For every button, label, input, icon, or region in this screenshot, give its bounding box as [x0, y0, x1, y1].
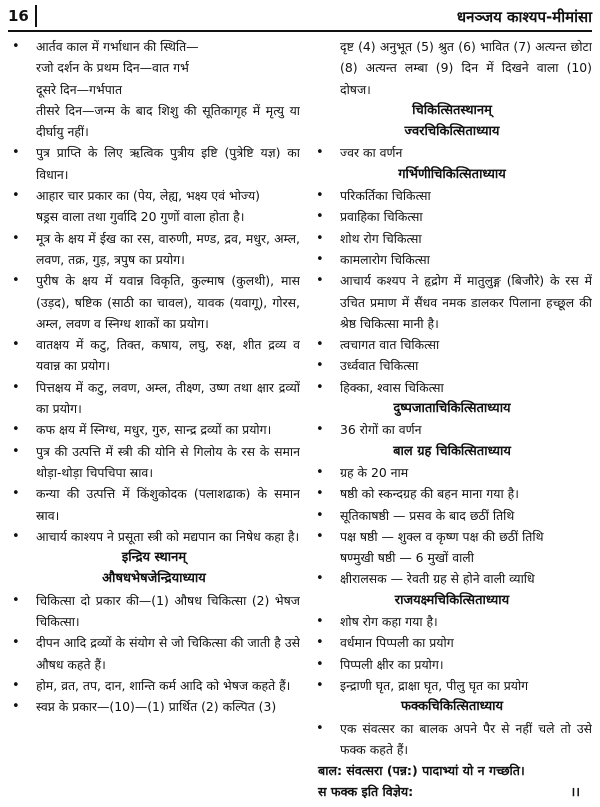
list-item-subline: षण्मुखी षष्ठी — 6 मुखों वाली: [340, 550, 474, 566]
list-item: [312, 675, 592, 696]
bullet-icon: •: [316, 422, 324, 438]
list-item: [312, 718, 592, 761]
header-divider: [35, 5, 37, 27]
bullet-icon: •: [12, 635, 20, 651]
list-item-text: वर्धमान पिप्पली का प्रयोग: [340, 635, 454, 651]
list-item-subline: रजो दर्शन के प्रथम दिन—वात गर्भ: [36, 60, 189, 76]
section-heading-rajyakshma: राजयक्ष्मचिकित्सिताध्याय: [394, 592, 510, 608]
bullet-icon: •: [316, 614, 324, 630]
rajyakshma-list: [312, 611, 592, 696]
garbhini-list: [312, 185, 592, 398]
list-item-text: परिकर्तिका चिकित्सा: [340, 188, 431, 204]
list-item: [312, 377, 592, 398]
bullet-icon: •: [316, 528, 324, 544]
list-item-text: दीपन आदि द्रव्यों के संयोग से जो चिकित्सा की जाती है उसे औषध कहते हैं।: [36, 635, 300, 672]
section-heading-aushadh: औषधभेषजेन्द्रियाध्याय: [102, 571, 206, 587]
list-item: [8, 36, 300, 57]
bullet-icon: •: [316, 337, 324, 353]
section-heading-garbhini: गर्भिणीचिकित्सिताध्याय: [398, 166, 506, 182]
list-item-text: ग्रह के 20 नाम: [340, 464, 409, 480]
list-item: [312, 505, 592, 526]
list-item: [8, 675, 300, 696]
bullet-icon: •: [316, 209, 324, 225]
bullet-icon: •: [316, 251, 324, 267]
shloka-line-2: [312, 781, 592, 801]
bullet-icon: •: [316, 656, 324, 672]
shloka-end-mark: ।।: [570, 784, 580, 800]
page-header: [8, 2, 592, 32]
list-item: [312, 249, 592, 270]
bullet-icon: •: [12, 486, 20, 502]
list-item: [312, 228, 592, 249]
list-item: [8, 142, 300, 185]
list-item-text: पित्तक्षय में कटु, लवण, अम्ल, तीक्ष्ण, उष्ण तथा क्षार द्रव्यों का प्रयोग।: [36, 379, 300, 417]
list-item: [312, 355, 592, 376]
shloka-line-2-text: स फक्क इति विज्ञेय:: [318, 784, 414, 800]
list-item: [8, 334, 300, 377]
bullet-icon: •: [316, 720, 324, 736]
list-item-text: पुत्र की उत्पत्ति में स्त्री की योनि से गिलोय के रस के समान थोड़ा-थोड़ा चिपचिपा स्राव।: [36, 443, 300, 480]
list-item: [8, 441, 300, 484]
section-heading-chikitsa: चिकित्सितस्थानम्: [412, 102, 492, 118]
list-item: [312, 632, 592, 653]
bullet-icon: •: [12, 677, 20, 693]
bullet-icon: •: [12, 528, 20, 544]
page-number: 16: [8, 7, 29, 25]
list-item-text: हिक्का, श्वास चिकित्सा: [340, 379, 444, 395]
list-item: [8, 526, 300, 547]
bullet-icon: •: [12, 592, 20, 608]
shloka-line-1: बाल: संवत्सरा (पन्न:) पादाभ्यां यो न गच्छति।: [318, 763, 525, 779]
list-item: [312, 334, 592, 355]
bullet-icon: •: [316, 273, 324, 289]
list-item-text: पुत्र प्राप्ति के लिए ऋत्विक पुत्रीय इष्टि (पुत्रेष्टि यज्ञ) का विधान।: [36, 145, 300, 182]
bullet-icon: •: [316, 145, 324, 161]
bullet-icon: •: [316, 507, 324, 523]
list-item: [8, 419, 300, 440]
left-item-list: [8, 36, 300, 547]
list-item: [312, 419, 592, 440]
list-item-text: कफ क्षय में स्निग्ध, मधुर, गुरु, सान्द्र द्रव्यों का प्रयोग।: [36, 422, 272, 438]
bullet-icon: •: [316, 486, 324, 502]
bullet-icon: •: [316, 188, 324, 204]
bullet-icon: •: [12, 145, 20, 161]
list-item: [312, 568, 592, 589]
list-item: [312, 526, 592, 547]
list-item-text: आचार्य कश्यप ने हृद्रोग में मातुलुङ्ग (बिजौरे) के रस में उचित प्रमाण में सैंधव नमक डालकर पिलाना हच्छूल की श्रेष्ठ चिकित्सा मानी है।: [340, 273, 592, 331]
list-item-text: कन्या की उत्पत्ति में किंशुकोदक (पलाशढाक) के समान स्राव।: [36, 486, 300, 523]
list-item-text: उर्ध्ववात चिकित्सा: [340, 358, 419, 374]
bullet-icon: •: [12, 188, 20, 204]
section-heading-balgraha: बाल ग्रह चिकित्सिताध्याय: [393, 443, 511, 459]
list-item-text: क्षीरालसक — रेवती ग्रह से होने वाली व्याधि: [340, 571, 535, 587]
section-heading-indriya: इन्द्रिय स्थानम्: [121, 550, 187, 566]
list-item: [312, 654, 592, 675]
list-item-text: एक संवत्सर का बालक अपने पैर से नहीं चले तो उसे फक्क कहते हैं।: [340, 720, 592, 757]
list-item-text: वातक्षय में कटु, तिक्त, कषाय, लघु, रुक्ष, शीत द्रव्य व यवान्न का प्रयोग।: [36, 337, 300, 374]
list-item-subline: तीसरे दिन—जन्म के बाद शिशु की सूतिकागृह में मृत्यु या दीर्घायु नहीं।: [36, 102, 300, 140]
list-item-text: षष्ठी को स्कन्दग्रह की बहन माना गया है।: [340, 486, 519, 502]
list-item: [8, 632, 300, 675]
list-item-text: शोष रोग कहा गया है।: [340, 614, 438, 630]
list-item: [8, 590, 300, 633]
bullet-icon: •: [316, 635, 324, 651]
list-item-text: 36 रोगों का वर्णन: [340, 422, 422, 438]
list-item: [312, 270, 592, 334]
list-item-text: स्वप्न के प्रकार—(10)—(1) प्रार्थित (2) कल्पित (3): [36, 699, 277, 715]
balgraha-list: [312, 462, 592, 590]
list-item-text: चिकित्सा दो प्रकार की—(1) औषध चिकित्सा (2) भेषज चिकित्सा।: [36, 592, 300, 630]
bullet-icon: •: [12, 273, 20, 289]
list-item: [312, 185, 592, 206]
bullet-icon: •: [12, 39, 20, 54]
list-item: [312, 611, 592, 632]
list-item-text: पुरीष के क्षय में यवान्न विकृति, कुल्माष (कुलथी), मास (उड़द), षष्टिक (साठी का चावल), यावक (यवागू), गोरस, अम्ल, लवण व स्निग्ध शाकों का प्रयोग।: [36, 273, 300, 331]
section-heading-dushpajata: दुष्पजाताचिकित्सिताध्याय: [393, 401, 511, 417]
bullet-icon: •: [12, 230, 20, 246]
right-column: [312, 36, 592, 801]
list-item: [8, 696, 300, 717]
list-item: [8, 377, 300, 420]
list-item-text: आर्तव काल में गर्भाधान की स्थिति—: [36, 39, 199, 54]
list-item-text: पिप्पली क्षीर का प्रयोग।: [340, 656, 444, 672]
list-item-text: आचार्य काश्यप ने प्रसूता स्त्री को मद्यपान का निषेध कहा है।: [36, 528, 300, 544]
section-heading-phakka: फक्कचिकित्सिताध्याय: [400, 699, 504, 715]
list-item-text: शोथ रोग चिकित्सा: [340, 230, 422, 246]
list-item-text: आहार चार प्रकार का (पेय, लेह्य, भक्ष्य एवं भोज्य): [36, 188, 261, 204]
bullet-icon: •: [316, 677, 324, 693]
list-item-subline: दूसरे दिन—गर्भपात: [36, 81, 123, 97]
left-column: [8, 36, 300, 801]
list-item-text: इन्द्राणी घृत, द्राक्षा घृत, पीलु घृत का प्रयोग: [340, 677, 529, 693]
bullet-icon: •: [12, 422, 20, 438]
bullet-icon: •: [12, 443, 20, 459]
list-item-text: ज्वर का वर्णन: [340, 145, 403, 161]
bullet-icon: •: [316, 571, 324, 587]
section-heading-jwar: ज्वरचिकित्सिताध्याय: [404, 124, 500, 140]
list-item: [312, 142, 592, 163]
bullet-icon: •: [12, 337, 20, 353]
list-item: [312, 206, 592, 227]
list-item-text: त्वचागत वात चिकित्सा: [340, 337, 440, 353]
list-item-text: होम, व्रत, तप, दान, शान्ति कर्म आदि को भेषज कहते हैं।: [36, 677, 291, 693]
list-item: [312, 483, 592, 504]
list-item-text: प्रवाहिका चिकित्सा: [340, 209, 423, 225]
bullet-icon: •: [316, 379, 324, 395]
list-item: [8, 270, 300, 334]
running-title: धनञ्जय काश्यप-मीमांसा: [456, 8, 592, 26]
list-item-text: मूत्र के क्षय में ईख का रस, वारुणी, मण्ड, द्रव, मधुर, अम्ल, लवण, तक्र, गुड़, त्रपुष का प्रयोग।: [36, 230, 300, 267]
list-item-text: कामलारोग चिकित्सा: [340, 251, 430, 267]
phakka-list: [312, 718, 592, 761]
list-item: [8, 185, 300, 206]
bullet-icon: •: [316, 358, 324, 374]
list-item: [8, 483, 300, 526]
list-item: [312, 462, 592, 483]
dushpajata-list: [312, 419, 592, 440]
bullet-icon: •: [12, 379, 20, 395]
bullet-icon: •: [12, 699, 20, 715]
list-item-text: सूतिकाषष्ठी — प्रसव के बाद छठीं तिथि: [340, 507, 515, 523]
bullet-icon: •: [316, 464, 324, 480]
jwar-list: [312, 142, 592, 163]
list-item: [8, 228, 300, 271]
left-item-list-2: [8, 590, 300, 718]
page-number-box: [8, 5, 37, 27]
list-item-subline: षड्रस वाला तथा गुर्वादि 20 गुणों वाला होता है।: [36, 209, 245, 225]
list-item-text: पक्ष षष्ठी — शुक्ल व कृष्ण पक्ष की छठीं तिथि: [340, 528, 544, 544]
bullet-icon: •: [316, 230, 324, 246]
continued-text: दृष्ट (4) अनुभूत (5) श्रुत (6) भावित (7) अत्यन्त छोटा (8) अत्यन्त लम्बा (9) दिन में दिखने वाला (10) दोषज।: [340, 39, 592, 97]
